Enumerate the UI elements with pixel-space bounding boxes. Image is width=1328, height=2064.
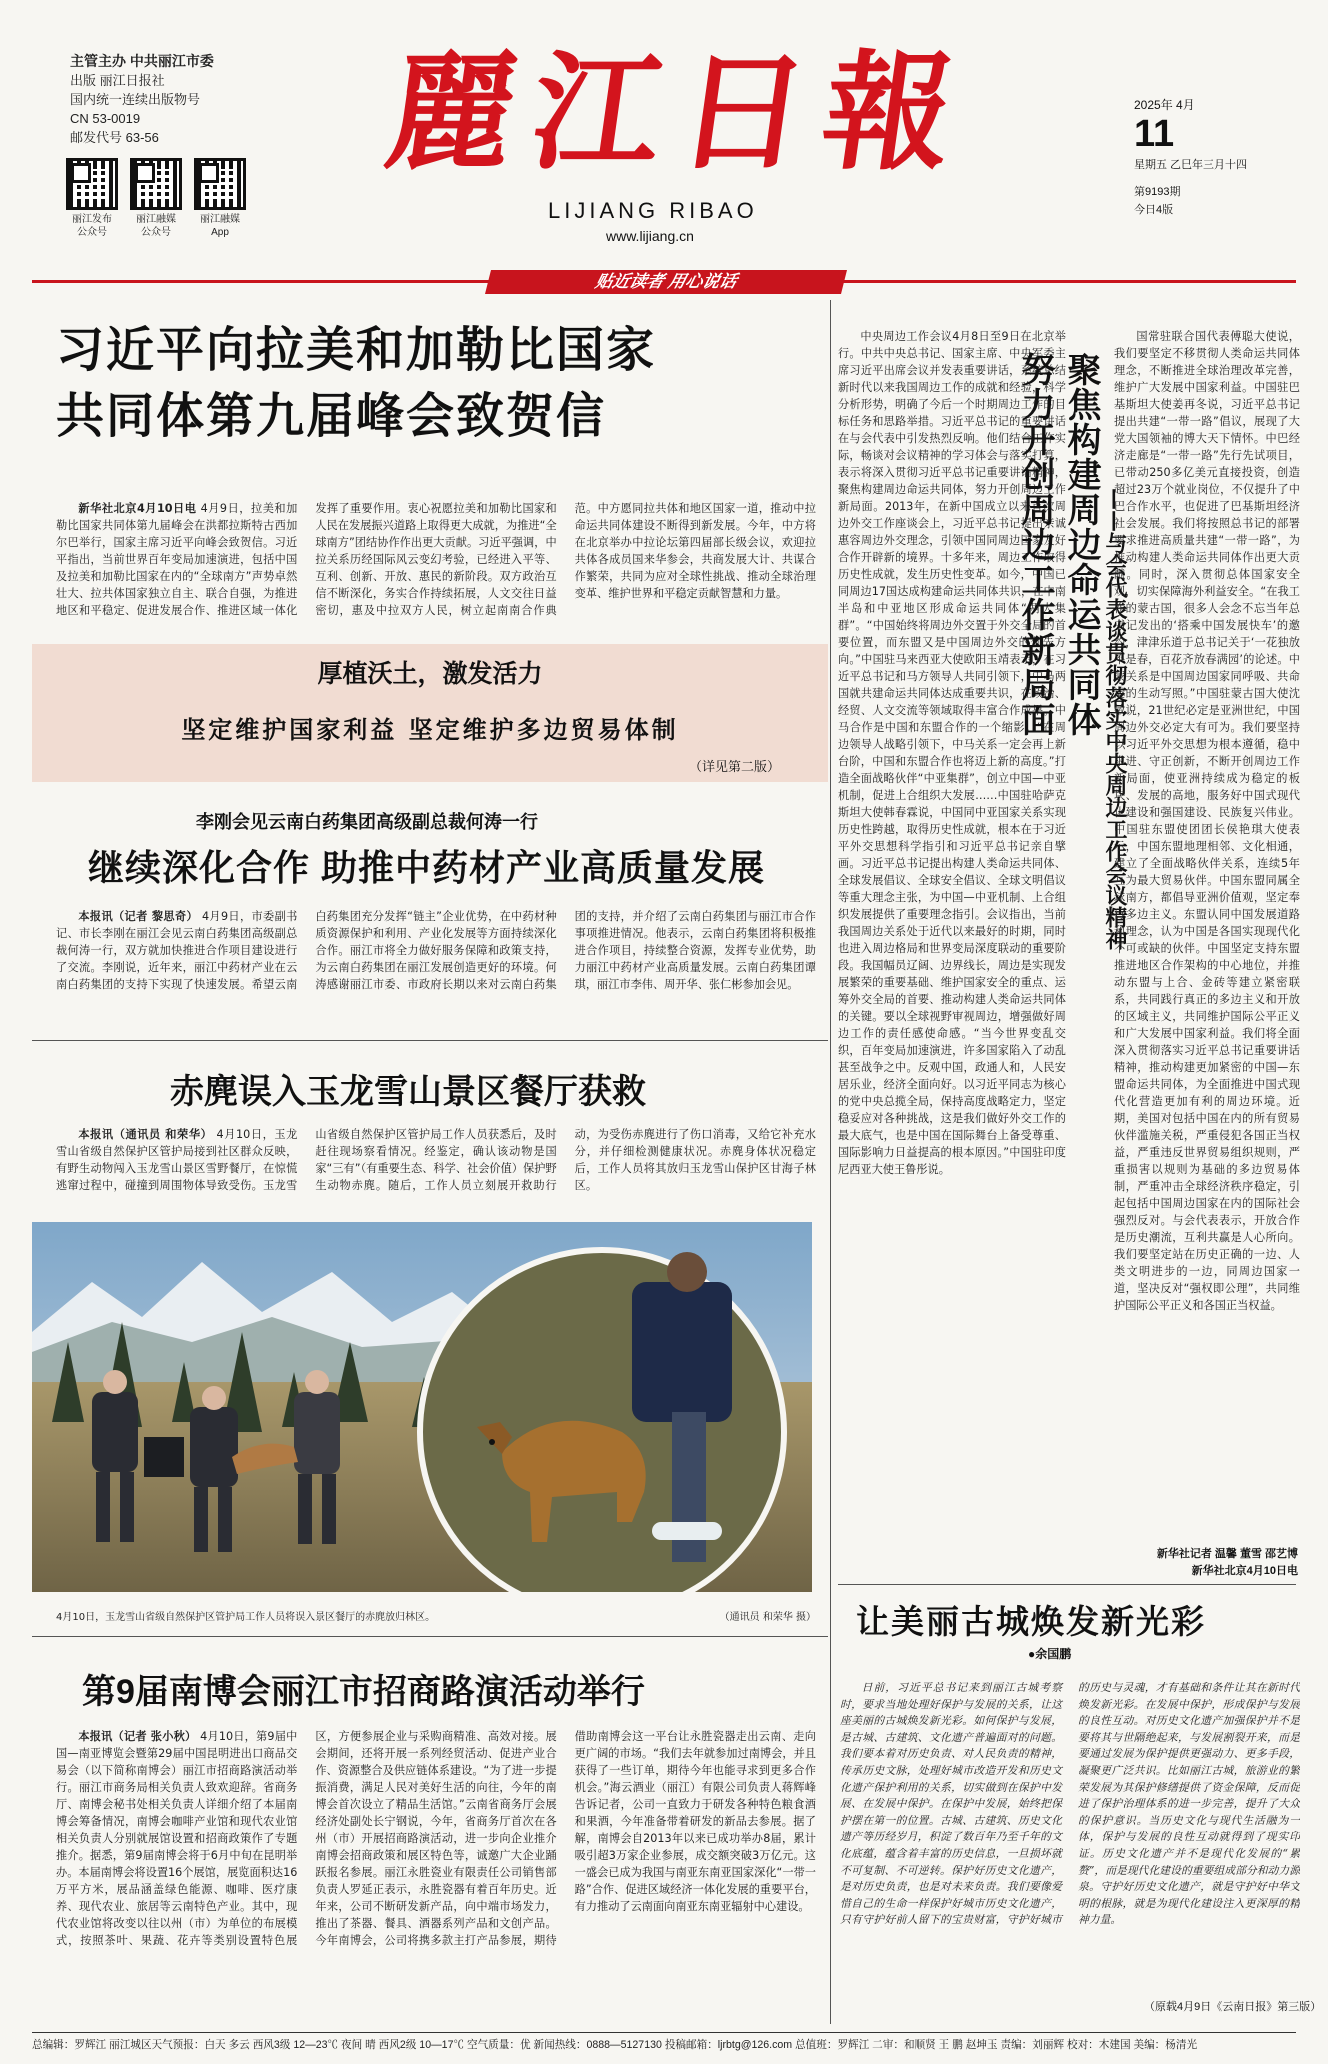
postal-code: 邮发代号 63-56 xyxy=(70,130,159,145)
story2-article-body xyxy=(56,908,816,1036)
divider xyxy=(32,1636,828,1637)
right-headline-line: 聚焦构建周边命运共同体 xyxy=(1062,352,1100,737)
sponsor: 主管主办 中共丽江市委 xyxy=(70,53,214,69)
dateline: 本报讯（记者 黎思奇） xyxy=(78,910,199,923)
story4-headline[interactable]: 第9届南博会丽江市招商路演活动举行 xyxy=(82,1673,645,1711)
issn-label: 国内统一连续出版物号 xyxy=(70,92,201,107)
byline-dateline: 新华社北京4月10日电 xyxy=(1191,1565,1298,1577)
dateline: 本报讯（记者 张小秋） xyxy=(78,1730,197,1743)
qr-label: 丽江融媒 xyxy=(200,214,240,225)
photo-caption xyxy=(56,1608,816,1623)
right-headline-line: 努力开创周边工作新局面 xyxy=(1016,352,1054,737)
divider xyxy=(32,1040,828,1041)
article-text: 4月10日，玉龙雪山省级自然保护区管护局接到社区群众反映，有野生动物闯入玉龙雪山景区雪野餐厅，在惊慌逃窜过程中，碰撞到周围物体导致受伤。玉龙雪山省级自然保护区管护局工作人员获悉后，及时赶往现场察看情况。经鉴定，确认该动物是国家“三有”（有重要生态、科学、社会价值）保护野生动物赤麂。随后，工作人员立刻展开救助行动，为受伤赤麂进行了伤口消毒，又给它补充水分，并仔细检测健康状况。赤麂身体状况稳定后，工作人员将其放归玉龙雪山保护区甘海子林区。 xyxy=(56,1128,816,1192)
story5-author: ●余国鹏 xyxy=(1028,1647,1072,1661)
lead-headline-line: 习近平向拉美和加勒比国家 xyxy=(56,324,657,377)
highlight-subtitle: 坚定维护国家利益 坚定维护多边贸易体制 xyxy=(181,715,679,744)
dateline: 本报讯（通讯员 和荣华） xyxy=(78,1128,213,1141)
logo-char: 江 xyxy=(522,38,668,188)
publisher: 出版 丽江日报社 xyxy=(70,73,165,88)
story3-article-body xyxy=(56,1126,816,1222)
qr-code-item[interactable] xyxy=(194,158,246,239)
story5-article-body xyxy=(840,1680,1300,1996)
issue-number: 第9193期 xyxy=(1134,186,1181,198)
story5-headline[interactable]: 让美丽古城焕发新光彩 xyxy=(856,1603,1206,1640)
qr-code-item[interactable] xyxy=(130,158,182,239)
highlight-title: 厚植沃土，激发活力 xyxy=(317,659,543,688)
qr-code-icon xyxy=(66,158,118,210)
column-divider xyxy=(830,300,831,2024)
dateline: 新华社北京4月10日电 xyxy=(78,502,197,515)
qr-code-icon xyxy=(194,158,246,210)
day-number: 11 xyxy=(1134,113,1175,155)
qr-code-icon xyxy=(130,158,182,210)
newspaper-logo xyxy=(377,38,959,188)
story2-headline[interactable]: 继续深化合作 助推中药材产业高质量发展 xyxy=(88,847,766,888)
masthead xyxy=(0,0,1328,272)
slogan-bar xyxy=(32,270,1296,294)
footer-info: 总编辑：罗辉江 丽江城区天气预报：白天 多云 西风3级 12—23℃ 夜间 晴 西风2级 10—17℃ 空气质量：优 新闻热线：0888—5127130 投稿邮箱：ljrbtg@126.com 总值班：罗辉江 二审：和顺贤 王 鹏 赵坤玉 责编：刘丽辉 校对：木建国 美编：杨清光 xyxy=(32,2032,1296,2058)
lead-headline-line: 共同体第九届峰会致贺信 xyxy=(56,390,607,443)
qr-label: 公众号 xyxy=(77,227,107,238)
right-subheadline: ——与会代表谈贯彻落实中央周边工作会议精神 xyxy=(1102,488,1128,950)
qr-label: 丽江发布 xyxy=(72,214,112,225)
slogan: 贴近读者 用心说话 xyxy=(485,270,847,294)
lead-article-body xyxy=(56,500,816,636)
logo-char: 報 xyxy=(813,38,959,188)
article-text: 日前，习近平总书记来到丽江古城考察时，要求当地处理好保护与发展的关系，让这座美丽的古城焕发新光彩。如何保护与发展，是古城、古建筑、文化遗产普遍面对的问题。我们要本着对历史负责、对人民负责的精神，传承历史文脉，处理好城市改造开发和历史文化遗产保护利用的关系，切实做到在保护中发展、在发展中保护。在保护中发展，始终把保护摆在第一的位置。古城、古建筑、历史文化遗产等历经岁月，积淀了数百年乃至千年的文化底蕴，蕴含着丰富的历史信息，一旦损坏就不可复制、不可逆转。保护好历史文化遗产，是对历史负责，也是对未来负责。我们要像爱惜自己的生命一样保护好城市历史文化遗产，只有守护好前人留下的宝贵财富，守护好城市的历史与灵魂，才有基础和条件让其在新时代焕发新光彩。在发展中保护，形成保护与发展的良性互动。对历史文化遗产加强保护并不是要将其与世隔绝起来，与发展割裂开来，而是要通过发展为保护提供更强动力、更多手段，凝聚更广泛共识。比如丽江古城，旅游业的繁荣发展为其保护修缮提供了资金保障，反而促进了保护治理体系的进一步完善，提升了大众的保护意识。当历史文化与现代生活融为一体，保护与发展的良性互动就得到了现实印证。历史文化遗产并不是现代化发展的“累赘”，而是现代化建设的重要组成部分和动力源泉。守护好历史文化遗产，就是守护好中华文明的根脉，就是为现代化建设注入更深厚的精神力量。 xyxy=(840,1681,1300,1927)
qr-label: App xyxy=(211,227,229,238)
qr-codes xyxy=(66,158,246,239)
story2-kicker: 李刚会见云南白药集团高级副总裁何涛一行 xyxy=(196,812,538,833)
article-text: 4月9日，拉美和加勒比国家共同体第九届峰会在洪都拉斯特古西加尔巴举行，国家主席习近平向峰会致贺信。习近平指出，当前世界百年变局加速演进，包括中国及拉美和加勒比国家在内的“全球南方”声势卓然壮大、拉共体国家独立自主、联合自强，为推进地区和平稳定、促进发展合作、推进区域一体化发挥了重要作用。衷心祝愿拉美和加勒比国家和人民在发展振兴道路上取得更大成就，为推进“全球南方”团结协作作出更大贡献。习近平强调，中拉关系历经国际风云变幻考验，已经进入平等、互利、创新、开放、惠民的新阶段。双方政治互信不断深化，务实合作持续拓展，人文交往日益密切，惠及中拉双方人民，树立起南南合作典范。中方愿同拉共体和地区国家一道，推动中拉命运共同体建设不断得到新发展。今年，中方将在北京举办中拉论坛第四届部长级会议，欢迎拉共体各成员国来华参会，共商发展大计、共谋合作繁荣，共同为应对全球性挑战、推动全球治理变革、维护世界和平稳定贡献智慧和力量。 xyxy=(56,502,816,617)
issue-info xyxy=(1134,96,1247,219)
logo-pinyin: LIJIANG RIBAO xyxy=(548,198,758,223)
right-headline[interactable] xyxy=(1012,352,1104,737)
photo-illustration xyxy=(32,1222,812,1592)
right-byline xyxy=(1086,1546,1298,1580)
article-text: 国常驻联合国代表傅聪大使说，我们要坚定不移贯彻人类命运共同体理念，不断推进全球治理改革完善，维护广大发展中国家利益。中国驻巴基斯坦大使姜再冬说，习近平总书记提出共建“一带一路”倡议，展现了大党大国领袖的博大天下情怀。中巴经济走廊是“一带一路”先行先试项目，已带动250多亿美元直接投资，创造超过23万个就业岗位，不仅提升了中巴合作水平，也促进了巴基斯坦经济社会发展。我们将按照总书记的部署要求推进高质量共建“一带一路”，为推动构建人类命运共同体作出更大贡献。同时，深入贯彻总体国家安全观，切实保障海外利益安全。“在我工作的蒙古国，很多人会念不忘当年总书记发出的‘搭乘中国发展快车’的邀约，津津乐道于总书记关于‘一花独放不是春，百花齐放春满园’的论述。中蒙关系是中国周边国家同呼吸、共命运的生动写照。”中国驻蒙古国大使沈敏说，21世纪必定是亚洲世纪，中国周边外交必定大有可为。我们要坚持以习近平外交思想为根本遵循，稳中求进、守正创新，不断开创周边工作新局面，使亚洲持续成为稳定的板块、发展的高地，服务好中国式现代化建设和强国建设、民族复兴伟业。中国驻东盟使团团长侯艳琪大使表示，中国东盟地理相邻、文化相通，建立了全面战略伙伴关系，连续5年互为最大贸易伙伴。中国东盟同属全球南方，都倡导亚洲价值观，坚定奉行多边主义。东盟认同中国发展道路和理念，认为中国是各国实现现代化不可或缺的伙伴。中国坚定支持东盟推进地区合作架构的中心地位，并推动东盟与上合、金砖等建立紧密联系，共同践行真正的多边主义和开放的区域主义，共同维护国际公平正义和广大发展中国家利益。我们将全面深入贯彻落实习近平总书记重要讲话精神，推动构建更加紧密的中国—东盟命运共同体，为全面推进中国式现代化营造更加有利的周边环境。近期，美国对包括中国在内的所有贸易伙伴滥施关税，严重侵犯各国正当权益，严重违反世界贸易组织规则，严重损害以规则为基础的多边贸易体制，严重冲击全球经济秩序稳定，引起包括中国周边国家在内的国际社会强烈反对。与会代表表示，开放合作是历史潮流，互利共赢是人心所向。我们要坚定站在历史正确的一边、人类文明进步的一边，同周边国家一道，坚决反对“强权即公理”，共同维护国际公平正义和各国正当权益。 xyxy=(1114,330,1300,1312)
article-text: 4月10日，第9届中国—南亚博览会暨第29届中国昆明进出口商品交易会（以下简称南博会）丽江市招商路演活动举行。丽江市商务局相关负责人致欢迎辞。省商务厅、南博会秘书处相关负责人详细介绍了本届南博会筹备情况，南博会咖啡产业馆和现代农业馆相关负责人分别就展馆设置和招商政策作了专题推介。据悉，第9届南博会将于6月中旬在昆明举办。本届南博会将设置16个展馆，展览面积达16万平方米，展品涵盖绿色能源、咖啡、医疗康养、现代农业、旅居等云南特色产业。其中，现代农业馆将改变以往以州（市）为单位的布展模式，按照茶叶、果蔬、花卉等类别设置特色展区，方便参展企业与采购商精准、高效对接。展会期间，还将开展一系列经贸活动、促进产业合作、资源整合及供应链体系建设。“为了进一步提振消费，满足人民对美好生活的向往，今年的南博会首次设立了精品生活馆。”云南省商务厅会展经济处副处长宁钢说，今年，省商务厅首次在各州（市）开展招商路演活动，进一步向企业推介南博会招商政策和展区特色等，诚邀广大企业踊跃报名参展。丽江永胜瓷业有限责任公司销售部负责人罗延正表示，永胜瓷器有着百年历史。近年来，公司不断研发新产品，向中端市场发力，推出了茶器、餐具、酒器系列产品和文创产品。今年南博会，公司将携多款主打产品参展，期待借助南博会这一平台让永胜瓷器走出云南、走向更广阔的市场。“我们去年就参加过南博会，并且获得了一些订单，期待今年也能寻求到更多合作机会。”海云酒业（丽江）有限公司负责人蒋辉峰告诉记者，公司一直致力于研发各种特色粮食酒和果酒，今年准备带着研发的新品去参展。据了解，南博会自2013年以来已成功举办8届，累计吸引超3万家企业参展，成交额突破3万亿元。这一盛会已成为我国与南亚东南亚国家深化“一带一路”合作、促进区域经济一体化发展的重要平台，有力推动了云南面向南亚东南亚辐射中心建设。 xyxy=(56,1730,816,1947)
issn: CN 53-0019 xyxy=(70,111,141,126)
story3-headline[interactable]: 赤麂误入玉龙雪山景区餐厅获救 xyxy=(170,1073,646,1111)
year-month: 2025年 4月 xyxy=(1134,98,1195,112)
article-text: 中央周边工作会议4月8日至9日在北京举行。中共中央总书记、国家主席、中央军委主席习近平出席会议并发表重要讲话，系统总结新时代以来我国周边工作的成就和经验，科学分析形势，明确了今后一个时期周边工作的目标任务和思路举措。习近平总书记的重要讲话在与会代表中引发热烈反响。他们结合工作实际，畅谈对会议精神的学习体会与落实打算，表示将深入贯彻习近平总书记重要讲话精神，聚焦构建周边命运共同体，努力开创周边工作新局面。2013年，在新中国成立以来首次周边外交工作座谈会上，习近平总书记提出亲诚惠容周边外交理念，引领中国同周边国家友好合作开辟新的境界。十多年来，周边工作取得历史性成就，发生历史性变革。如今，中国已同周边17国达成构建命运共同体共识，在中南半岛和中亚地区形成命运共同体“两大集群”。“中国始终将周边外交置于外交全局的首要位置，而东盟又是中国周边外交的优先方向。”中国驻马来西亚大使欧阳玉靖表示，在习近平总书记和马方领导人共同引领下，中马两国就共建命运共同体达成重要共识，在政治、经贸、人文交流等领域取得丰富合作成果。中马合作是中国和东盟合作的一个缩影。“在周边领导人战略引领下，中马关系一定会再上新台阶，中国和东盟合作也将迈上新的高度。”打造全面战略伙伴“中亚集群”，创立中国—中亚机制，促进上合组织大发展……中国驻哈萨克斯坦大使韩春霖说，中国同中亚国家关系实现历史性跨越，取得历史性成就，根本在于习近平外交思想科学指引和习近平总书记亲自擘画。习近平总书记提出构建人类命运共同体、全球发展倡议、全球安全倡议、全球文明倡议等重大理念主张，为中国—中亚机制、上合组织发展提供了重要理念指引。会议指出，当前我国周边关系处于近代以来最好的时期，同时也进入周边格局和世界变局深度联动的重要阶段。我国幅员辽阔、边界线长，周边是实现发展繁荣的重要基础、维护国家安全的重点、运筹外交全局的首要、推动构建人类命运共同体的关键。要以全球视野审视周边，增强做好周边工作的责任感使命感。“当今世界变乱交织，百年变局加速演进，许多国家陷入了动乱甚至战争之中。反观中国，政通人和，人民安居乐业，经济全面向好。以习近平同志为核心的党中央总揽全局，保持高度战略定力，坚定稳妥应对各种挑战，这是我们做好外交工作的最大底气，也是中国在国际舞台上备受尊重、国际影响力日益提高的根本原因。”中国驻印度尼西亚大使王鲁彤说。 xyxy=(838,330,1066,1176)
qr-label: 丽江融媒 xyxy=(136,214,176,225)
website-link[interactable]: www.lijiang.cn xyxy=(606,228,694,244)
qr-label: 公众号 xyxy=(141,227,171,238)
story4-article-body xyxy=(56,1728,816,2014)
news-photo[interactable] xyxy=(32,1222,812,1592)
see-page-link[interactable]: （详见第二版） xyxy=(688,759,780,774)
right-article-body-cont xyxy=(1114,328,1300,1538)
story5-source: （原载4月9日《云南日报》第三版） xyxy=(1144,2001,1322,2013)
lead-headline[interactable] xyxy=(56,318,816,450)
byline-authors: 新华社记者 温馨 董雪 邵艺博 xyxy=(1156,1548,1298,1560)
logo-char: 日 xyxy=(668,38,814,188)
article-text: 4月9日，市委副书记、市长李刚在丽江会见云南白药集团高级副总裁何涛一行，双方就加快推进合作项目建设进行了交流。李刚说，近年来，丽江中药材产业在云南白药集团的支持下实现了快速发展。希望云南白药集团充分发挥“链主”企业优势，在中药材种质资源保护和利用、产业化发展等方面持续深化合作。丽江市将全力做好服务保障和政策支持，为云南白药集团在丽江发展创造更好的环境。何涛感谢丽江市委、市政府长期以来对云南白药集团的支持，并介绍了云南白药集团与丽江市合作事项推进情况。他表示，云南白药集团将积极推进合作项目，持续整合资源，发挥专业优势，助力丽江中药材产业高质量发展。云南白药集团谭琪，丽江市李伟、周开华、张仁彬参加会见。 xyxy=(56,910,816,991)
caption-text: 4月10日，玉龙雪山省级自然保护区管护局工作人员将误入景区餐厅的赤麂放归林区。 xyxy=(56,1612,436,1623)
page-count: 今日4版 xyxy=(1134,204,1174,216)
photo-credit: （通讯员 和荣华 摄） xyxy=(719,1612,816,1623)
highlight-box[interactable] xyxy=(32,644,828,782)
divider xyxy=(838,1584,1296,1585)
weekday-lunar: 星期五 乙巳年三月十四 xyxy=(1134,159,1248,171)
masthead-info xyxy=(70,52,214,147)
logo-char: 麗 xyxy=(377,38,523,188)
qr-code-item[interactable] xyxy=(66,158,118,239)
